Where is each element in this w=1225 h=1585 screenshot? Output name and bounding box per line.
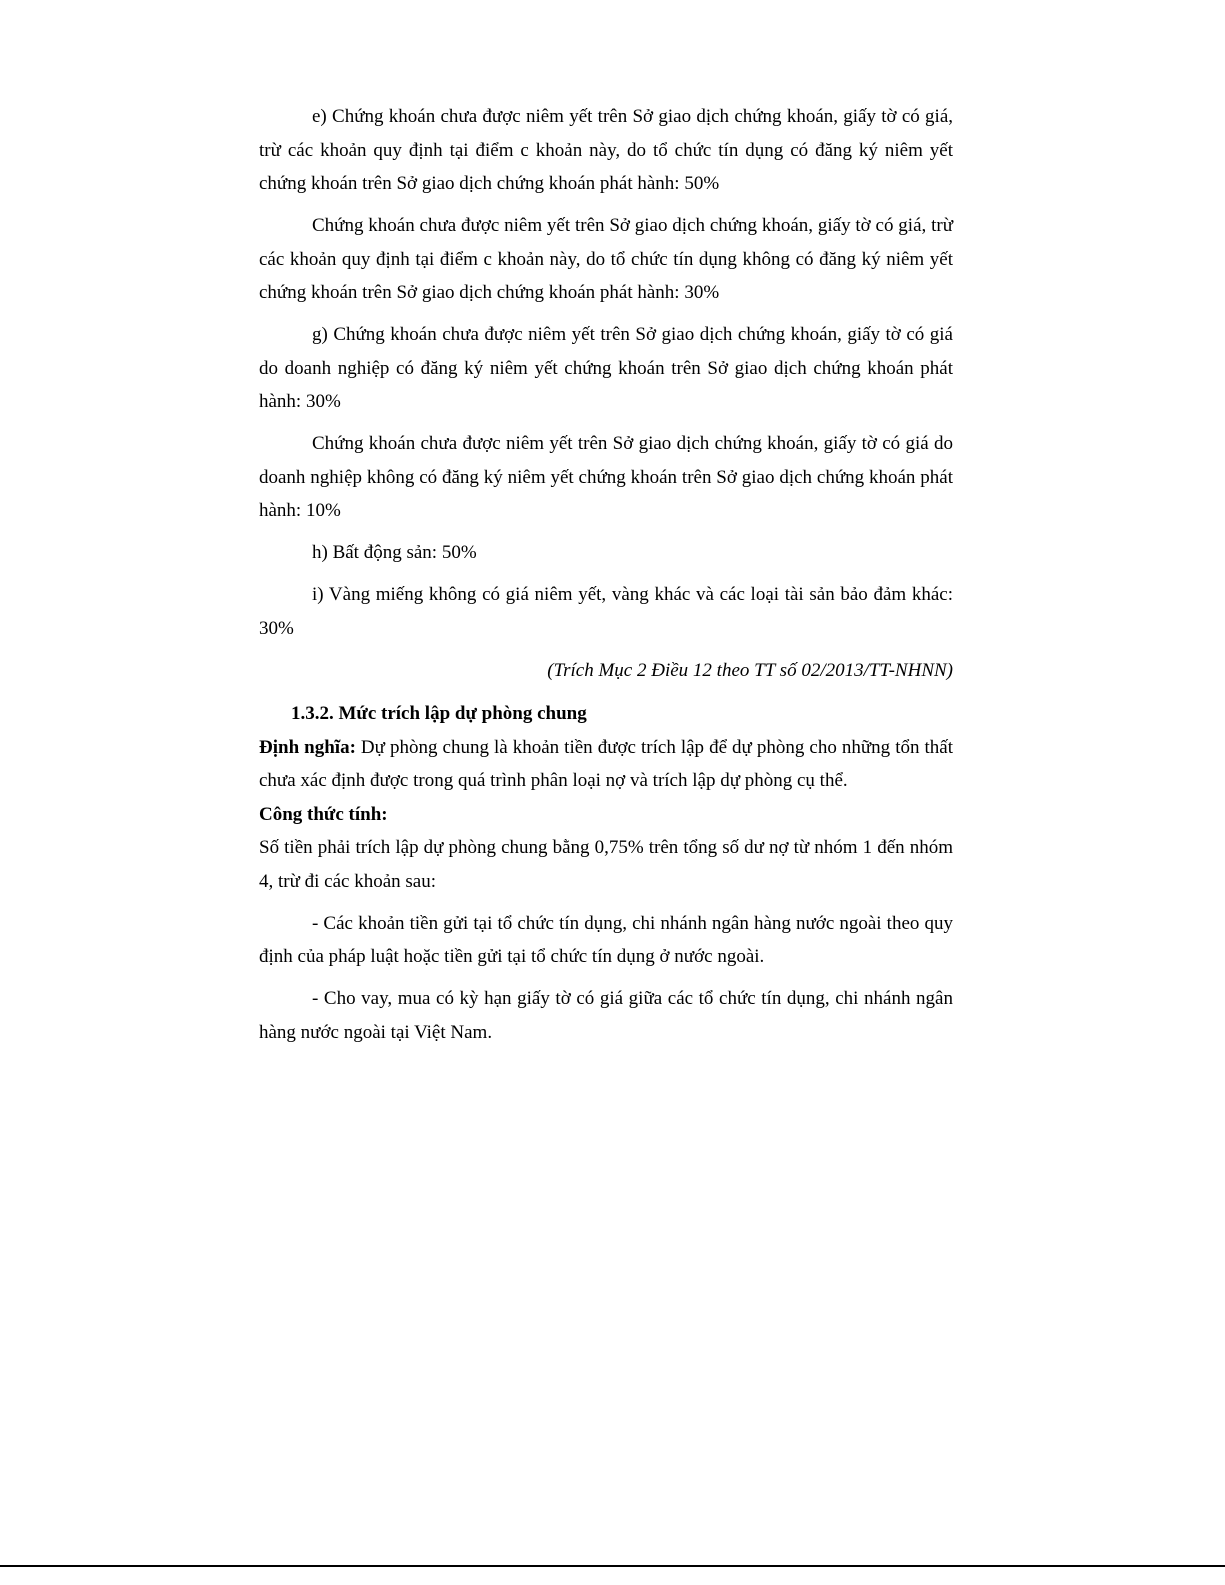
formula-paragraph: Số tiền phải trích lập dự phòng chung bằng 0,75% trên tổng số dư nợ từ nhóm 1 đến nhóm 4, trừ đi các khoản sau: [259, 837, 953, 892]
exclusion-item: - Các khoản tiền gửi tại tổ chức tín dụng, chi nhánh ngân hàng nước ngoài theo quy định của pháp luật hoặc tiền gửi tại tổ chức tín dụng ở nước ngoài. [259, 912, 953, 967]
exclusion-item: - Cho vay, mua có kỳ hạn giấy tờ có giá giữa các tổ chức tín dụng, chi nhánh ngân hàng nước ngoài tại Việt Nam. [259, 988, 953, 1043]
paragraph-h: h) Bất động sản: 50% [312, 542, 477, 563]
definition-label: Định nghĩa: [259, 736, 356, 758]
page-bottom-border [0, 1565, 1225, 1567]
paragraph-e-continued: Chứng khoán chưa được niêm yết trên Sở giao dịch chứng khoán, giấy tờ có giá, trừ các khoản quy định tại điểm c khoản này, do tổ chức tín dụng không có đăng ký niêm yết chứng khoán trên Sở giao dịch chứng khoán phát hành: 30% [259, 215, 953, 303]
citation: (Trích Mục 2 Điều 12 theo TT số 02/2013/TT-NHNN) [547, 659, 953, 681]
paragraph-e: e) Chứng khoán chưa được niêm yết trên Sở giao dịch chứng khoán, giấy tờ có giá, trừ các khoản quy định tại điểm c khoản này, do tổ chức tín dụng có đăng ký niêm yết chứng khoán trên Sở giao dịch chứng khoán phát hành: 50% [259, 106, 953, 194]
formula-label: Công thức tính: [259, 803, 388, 825]
definition-paragraph [259, 731, 953, 798]
paragraph-g-continued: Chứng khoán chưa được niêm yết trên Sở giao dịch chứng khoán, giấy tờ có giá do doanh nghiệp không có đăng ký niêm yết chứng khoán trên Sở giao dịch chứng khoán phát hành: 10% [259, 433, 953, 521]
definition-text: Dự phòng chung là khoản tiền được trích lập để dự phòng cho những tổn thất chưa xác định được trong quá trình phân loại nợ và trích lập dự phòng cụ thể. [259, 736, 953, 791]
document-page [259, 100, 953, 1058]
paragraph-g: g) Chứng khoán chưa được niêm yết trên Sở giao dịch chứng khoán, giấy tờ có giá do doanh nghiệp có đăng ký niêm yết chứng khoán trên Sở giao dịch chứng khoán phát hành: 30% [259, 324, 953, 412]
paragraph-i: i) Vàng miếng không có giá niêm yết, vàng khác và các loại tài sản bảo đảm khác: 30% [259, 584, 953, 639]
section-heading: 1.3.2. Mức trích lập dự phòng chung [291, 703, 587, 724]
